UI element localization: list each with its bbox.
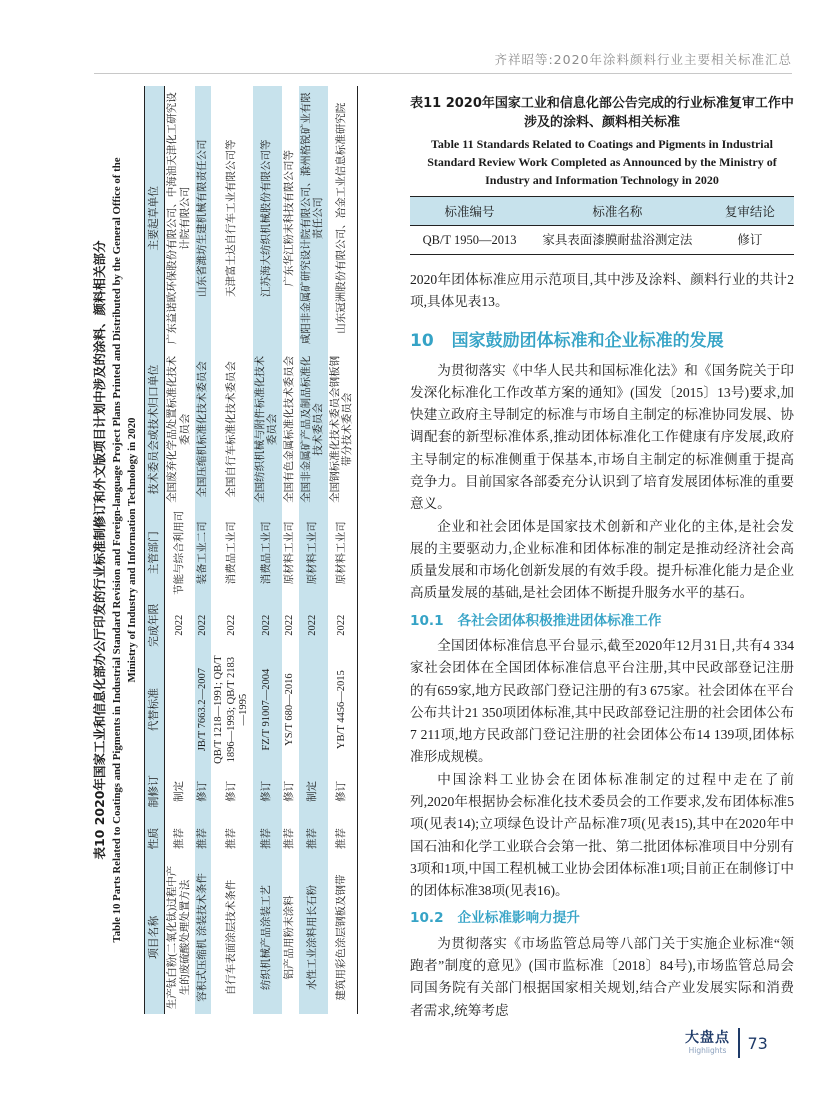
footer-divider xyxy=(738,1028,740,1058)
table-row: 自行车表面涂层技术条件 推荐 修订 QB/T 1218—1991; QB/T 1896—1993; QB/T 2183—1995 2022 消费品工业司 全国自行车标准化技术委员会 天津富士达自行车工业有限公司等 xyxy=(213,139,250,996)
section-number: 10 xyxy=(410,330,434,351)
table-row: 水性工业涂料用长石粉 推荐 制定 2022 原材料工业司 全国非金属矿产品及制品标准化技术委员会 咸阳非金属矿研究设计院有限公司、滁州格锐矿业有限责任公司 xyxy=(299,86,328,1014)
table11-title-en: Table 11 Standards Related to Coatings and Pigments in Industrial Standard Review Work Completed as Announced by the Ministry of Industry and Information Technology in 2020 xyxy=(427,136,777,187)
paragraph: 企业和社会团体是国家技术创新和产业化的主体,是社会发展的主要驱动力,企业标准和团体标准的制定是推动经济社会高质量发展和市场化创新发展的有效手段。提升标准化能力是企业高质量发展的基础,是社会团体不断提升服务水平的基石。 xyxy=(410,518,794,601)
section-title: 企业标准影响力提升 xyxy=(457,910,580,927)
paragraph: 为贯彻落实《市场监管总局等八部门关于实施企业标准“领跑者”制度的意见》(国市监标准〔2018〕84号),市场监管总局会同国务院有关部门根据国家相关规划,结合产业发展实际和消费者需求,统筹考虑 xyxy=(410,935,794,1018)
paragraph: 中国涂料工业协会在团体标准制定的过程中走在了前列,2020年根据协会标准化技术委员会的工作要求,发布团体标准5项(见表14);立项绿色设计产品标准7项(见表15),其中在2020年中国石油和化学工业联合会第一批、第二批团体标准项目中分别有3项和1项,中国工程机械工业协会团体标准1项;目前正在制修订中的团体标准38项(见表16)。 xyxy=(410,771,794,899)
running-head-rule xyxy=(94,73,792,74)
paragraph: 2020年团体标准应用示范项目,其中涉及涂料、颜料行业的共计2项,具体见表13。 xyxy=(410,271,794,310)
section-heading-10-2 xyxy=(410,908,794,928)
right-column xyxy=(410,95,794,1022)
table-row: 生产钛白粉(二氧化钛)过程中产生的废硫酸处理处置方法 推荐 制定 2022 节能与综合利用司 全国废弃化学品处置标准化技术委员会 广东益诺欧环保股份有限公司、中海油天津化工研究设计院有限公司 xyxy=(167,92,191,1010)
table10-header-row xyxy=(145,86,165,1014)
section-heading-10 xyxy=(410,330,794,352)
table11-col-header: 复审结论 xyxy=(706,196,794,225)
table-row: 纺织机械产品涂装工艺 推荐 修订 FZ/T 91007—2004 2022 消费品工业司 全国纺织机械与附件标准化技术委员会 江苏海大纺织机械股份有限公司等 xyxy=(253,86,282,1014)
table-row: QB/T 1950—2013 家具表面漆膜耐盐浴测定法 修订 xyxy=(422,232,763,247)
table10 xyxy=(144,86,358,1014)
table10-title-cn: 表10 2020年国家工业和信息化部办公厅印发的行业标准制修订和外文版项目计划中涉及的涂料、颜料相关部分 xyxy=(92,240,107,860)
section-number: 10.2 xyxy=(410,910,444,927)
running-head: 齐祥昭等:2020年涂料颜料行业主要相关标准汇总 xyxy=(494,52,792,67)
page-number: 73 xyxy=(747,1033,768,1053)
journal-brand xyxy=(685,1031,730,1055)
table10-col-header: 性质 xyxy=(145,816,165,861)
table-row: 铝产品用粉末涂料 推荐 修订 YS/T 680—2016 2022 原材料工业司 全国有色金属标准化技术委员会 广东华江粉末科技有限公司等 xyxy=(284,150,296,980)
table11-title-cn: 表11 2020年国家工业和信息化部公告完成的行业标准复审工作中涉及的涂料、颜料相关标准 xyxy=(410,96,794,130)
table11 xyxy=(410,196,794,255)
table-row: 容积式压缩机 涂装技术条件 推荐 修订 JB/T 7663.2—2007 2022 装备工业二司 全国压缩机标准化技术委员会 山东省潍坊生建机械有限责任公司 xyxy=(195,86,212,1014)
table11-col-header: 标准编号 xyxy=(410,196,529,225)
table10-title-en-line2: Ministry of Industry and Information Technology in 2020 xyxy=(125,417,138,683)
table10-col-header: 代替标准 xyxy=(145,653,165,766)
journal-brand-cn: 大盘点 xyxy=(685,1030,730,1047)
table10-col-header: 主管部门 xyxy=(145,508,165,597)
section-heading-10-1 xyxy=(410,611,794,631)
table10-col-header: 制修订 xyxy=(145,766,165,816)
table10-col-header: 主要起草单位 xyxy=(145,86,165,351)
table10-col-header: 项目名称 xyxy=(145,861,165,1014)
section-title: 国家鼓励团体标准和企业标准的发展 xyxy=(451,330,724,351)
table10-rotated-block xyxy=(92,86,402,1014)
section-title: 各社会团体积极推进团体标准工作 xyxy=(457,612,662,629)
paragraph: 全国团体标准信息平台显示,截至2020年12月31日,共有4 334家社会团体在全国团体标准信息平台注册,其中民政部登记注册的有659家,地方民政部门登记注册的有3 675家。社会团体在平台公布共计21 350项团体标准,其中民政部登记注册的社会团体公布7 211项,地方民政部门登记注册的社会团体公布14 139项,团体标准形成规模。 xyxy=(410,638,794,765)
table10-title-en-line1: Table 10 Parts Related to Coatings and Pigments in Industrial Standard Revision and Foreign-language Project Plans Printed and Distributed by the General Office of the xyxy=(111,157,124,943)
section-number: 10.1 xyxy=(410,612,444,629)
table11-col-header: 标准名称 xyxy=(529,196,706,225)
journal-brand-en: Highlights xyxy=(688,1046,727,1056)
paragraph: 为贯彻落实《中华人民共和国标准化法》和《国务院关于印发深化标准化工作改革方案的通知》(国发〔2015〕13号)要求,加快建立政府主导制定的标准与市场自主制定的标准协同发展、协调配套的新型标准体系,推动团体标准化工作健康有序发展,政府主导制定的标准侧重于保基本,市场自主制定的标准侧重于提高竞争力。目前国家各部委充分认识到了培育发展团体标准的重要意义。 xyxy=(410,362,794,512)
table11-header-row xyxy=(410,196,794,225)
table10-col-header: 技术委员会或技术归口单位 xyxy=(145,351,165,509)
table10-col-header: 完成年限 xyxy=(145,597,165,653)
table-row: 建筑用彩色涂层钢板及钢带 推荐 修订 YB/T 4456—2015 2022 原材料工业司 全国钢标准化技术委员会钢板钢带分技术委员会 山东冠洲股份有限公司、冶金工业信息标准研究院 xyxy=(329,102,354,1001)
table10-title-en xyxy=(110,86,139,1014)
page-footer xyxy=(685,1028,768,1058)
